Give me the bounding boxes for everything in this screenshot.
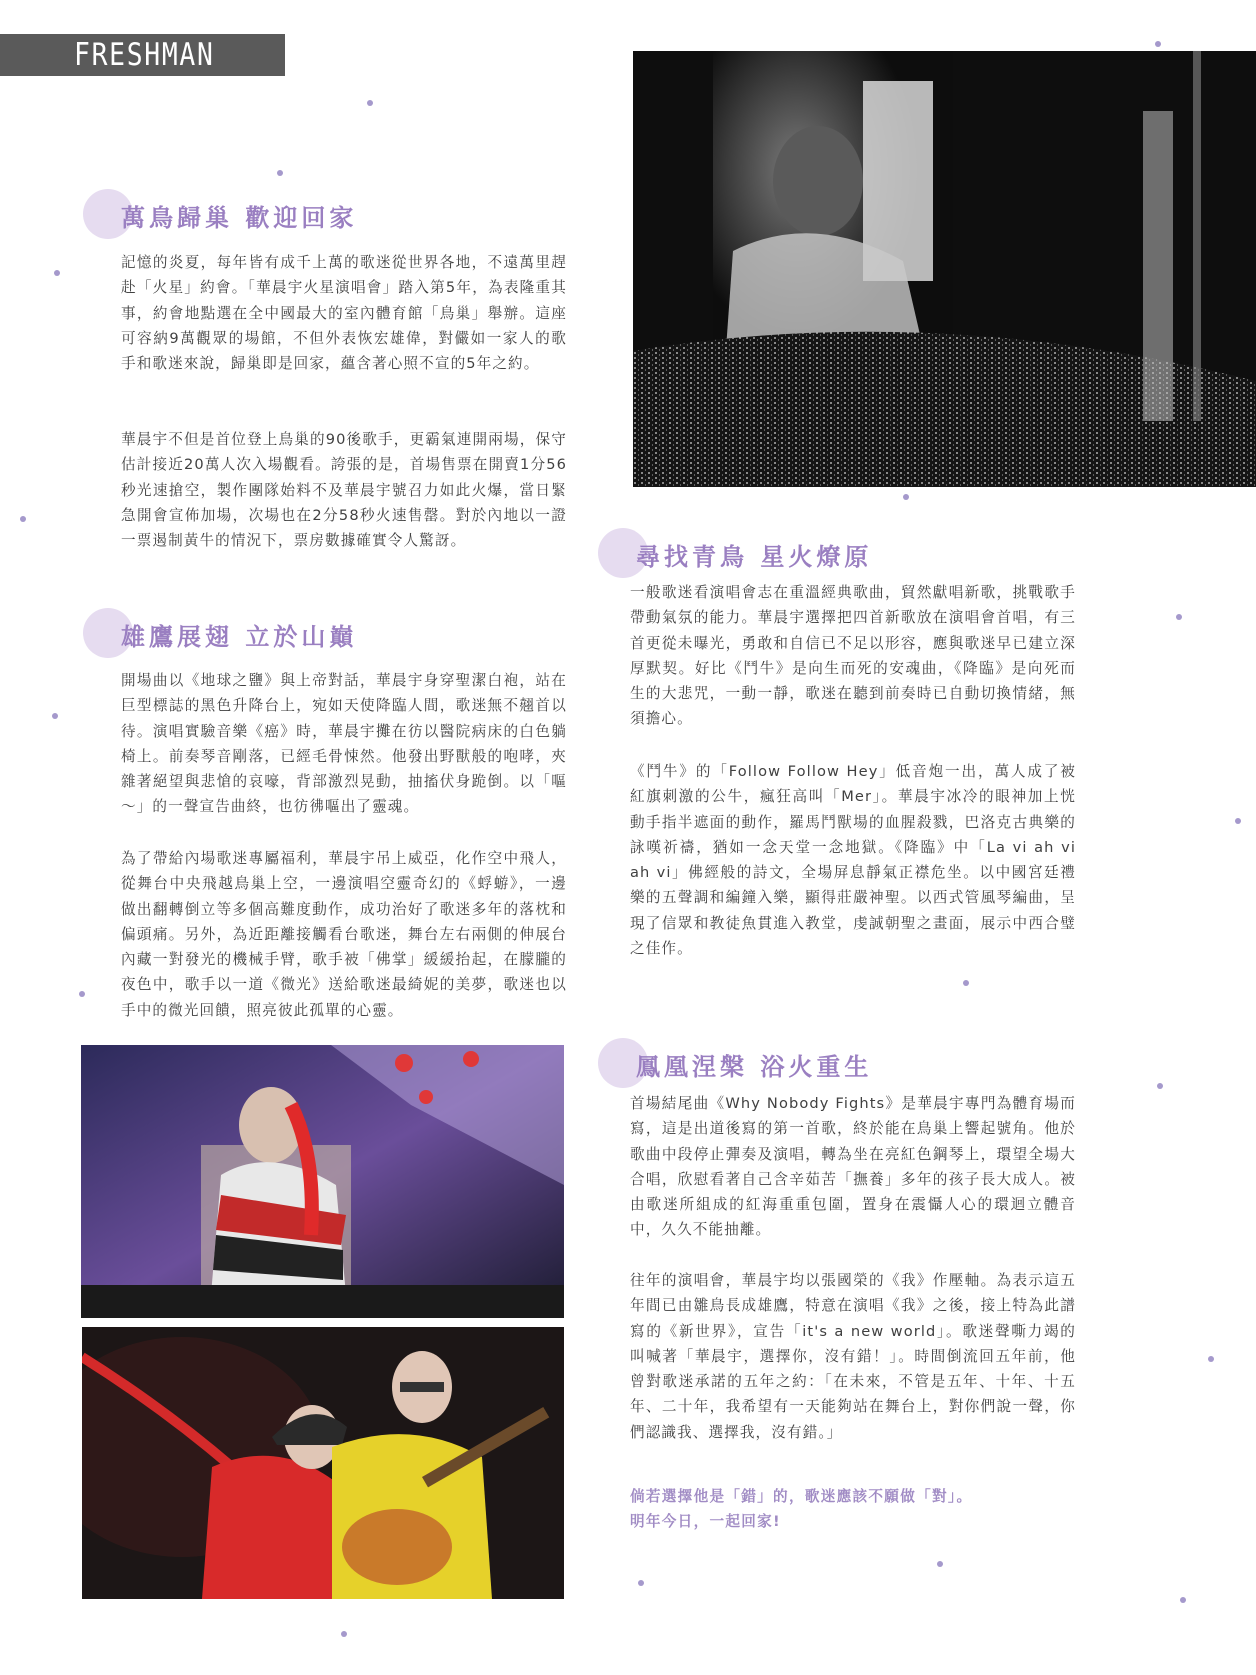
performer-guitarist-image — [82, 1327, 564, 1599]
section-2-paragraph-1: 開場曲以《地球之鹽》與上帝對話，華晨宇身穿聖潔白袍，站在巨型標誌的黑色升降台上，宛如天使降臨人間，歌迷無不翹首以待。演唱實驗音樂《癌》時，華晨宇攤在彷以醫院病床的白色躺椅上。前奏琴音剛落，已經毛骨悚然。他發出野獸般的咆哮，夾雜著絕望與悲愴的哀嚎，背部激烈晃動，抽搐伏身跪倒。以「嘔～」的一聲宣告曲終，也彷彿嘔出了靈魂。 — [121, 672, 567, 816]
section-title-4: 鳳凰涅槃 浴火重生 — [636, 1052, 873, 1081]
section-title-3: 尋找青鳥 星火燎原 — [636, 542, 873, 571]
closing-quote-line-2: 明年今日，一起回家! — [630, 1513, 781, 1530]
photo-performer-guitarist — [82, 1327, 564, 1599]
section-4-paragraph-2: 往年的演唱會，華晨宇均以張國榮的《我》作壓軸。為表示這五年間已由雛鳥長成雄鷹，特意在演唱《我》之後，接上特為此譜寫的《新世界》，宣告「it's a new world」。歌迷聲嘶力竭的叫喊著「華晨宇，選擇你，沒有錯！」。時間倒流回五年前，他曾對歌迷承諾的五年之約：「在未來，不管是五年、十年、十五年、二十年，我希望有一天能夠站在舞台上，對你們說一聲，你們認識我、選擇我，沒有錯。」 — [630, 1272, 1076, 1441]
section-3-paragraph-1: 一般歌迷看演唱會志在重溫經典歌曲，貿然獻唱新歌，挑戰歌手帶動氣氛的能力。華晨宇選擇把四首新歌放在演唱會首唱，有三首更從未曝光，勇敢和自信已不足以形容，應與歌迷早已建立深厚默契。好比《鬥牛》是向生而死的安魂曲，《降臨》是向死而生的大悲咒，一動一靜，歌迷在聽到前奏時已自動切換情緒，無須擔心。 — [630, 584, 1076, 728]
freshman-banner — [0, 34, 285, 76]
section-2-paragraph-2: 為了帶給內場歌迷專屬福利，華晨宇吊上威亞，化作空中飛人，從舞台中央飛越鳥巢上空，一邊演唱空靈奇幻的《蜉蝣》，一邊做出翻轉倒立等多個高難度動作，成功治好了歌迷多年的落枕和偏頭痛。另外，為近距離接觸看台歌迷，舞台左右兩側的伸展台內藏一對發光的機械手臂，歌手被「佛掌」緩緩抬起，在朦朧的夜色中，歌手以一道《微光》送給歌迷最綺妮的美夢，歌迷也以手中的微光回饋，照亮彼此孤單的心靈。 — [121, 850, 567, 1019]
performer-chair-image — [81, 1045, 564, 1318]
closing-quote-line-1: 倘若選擇他是「錯」的，歌迷應該不願做「對」。 — [630, 1488, 973, 1505]
section-4-paragraph-1: 首場結尾曲《Why Nobody Fights》是華晨宇專門為體育場而寫，這是出道後寫的第一首歌，終於能在鳥巢上響起號角。他於歌曲中段停止彈奏及演唱，轉為坐在亮紅色鋼琴上，環望全場大合唱，欣慰看著自己含辛茹苦「撫養」多年的孩子長大成人。被由歌迷所組成的紅海重重包圍，置身在震懾人心的環迴立體音中，久久不能抽離。 — [630, 1095, 1076, 1239]
section-title-1: 萬鳥歸巢 歡迎回家 — [121, 203, 358, 232]
photo-concert-screen — [633, 51, 1256, 487]
photo-performer-chair — [81, 1045, 564, 1318]
concert-screen-image — [633, 51, 1256, 487]
section-title-2: 雄鷹展翅 立於山巔 — [121, 622, 358, 651]
section-3-paragraph-2: 《鬥牛》的「Follow Follow Hey」低音炮一出，萬人成了被紅旗刺激的公牛，瘋狂高叫「Mer」。華晨宇冰冷的眼神加上恍動手指半遮面的動作，羅馬鬥獸場的血腥殺戮，巴洛克古典樂的詠嘆祈禱，猶如一念天堂一念地獄。《降臨》中「La vi ah vi ah vi」佛經般的詩文，全場屏息靜氣正襟危坐。以中國宮廷禮樂的五聲調和編鐘入樂，顯得莊嚴神聖。以西式管風琴編曲，呈現了信眾和教徒魚貫進入教堂，虔誠朝聖之畫面，展示中西合璧之佳作。 — [630, 763, 1076, 958]
banner-label: FRESHMAN — [74, 37, 215, 73]
section-1-paragraph-1: 記憶的炎夏，每年皆有成千上萬的歌迷從世界各地，不遠萬里趕赴「火星」約會。「華晨宇火星演唱會」踏入第5年，為表隆重其事，約會地點選在全中國最大的室內體育館「鳥巢」舉辦。這座可容納9萬觀眾的場館，不但外表恢宏雄偉，對儼如一家人的歌手和歌迷來說，歸巢即是回家，蘊含著心照不宣的5年之約。 — [121, 254, 567, 373]
section-1-paragraph-2: 華晨宇不但是首位登上鳥巢的90後歌手，更霸氣連開兩場，保守估計接近20萬人次入場觀看。誇張的是，首場售票在開賣1分56秒光速搶空，製作團隊始料不及華晨宇號召力如此火爆，當日緊急開會宣佈加場，次場也在2分58秒火速售罄。對於內地以一證一票遏制黃牛的情況下，票房數據確實令人驚訝。 — [121, 431, 567, 550]
